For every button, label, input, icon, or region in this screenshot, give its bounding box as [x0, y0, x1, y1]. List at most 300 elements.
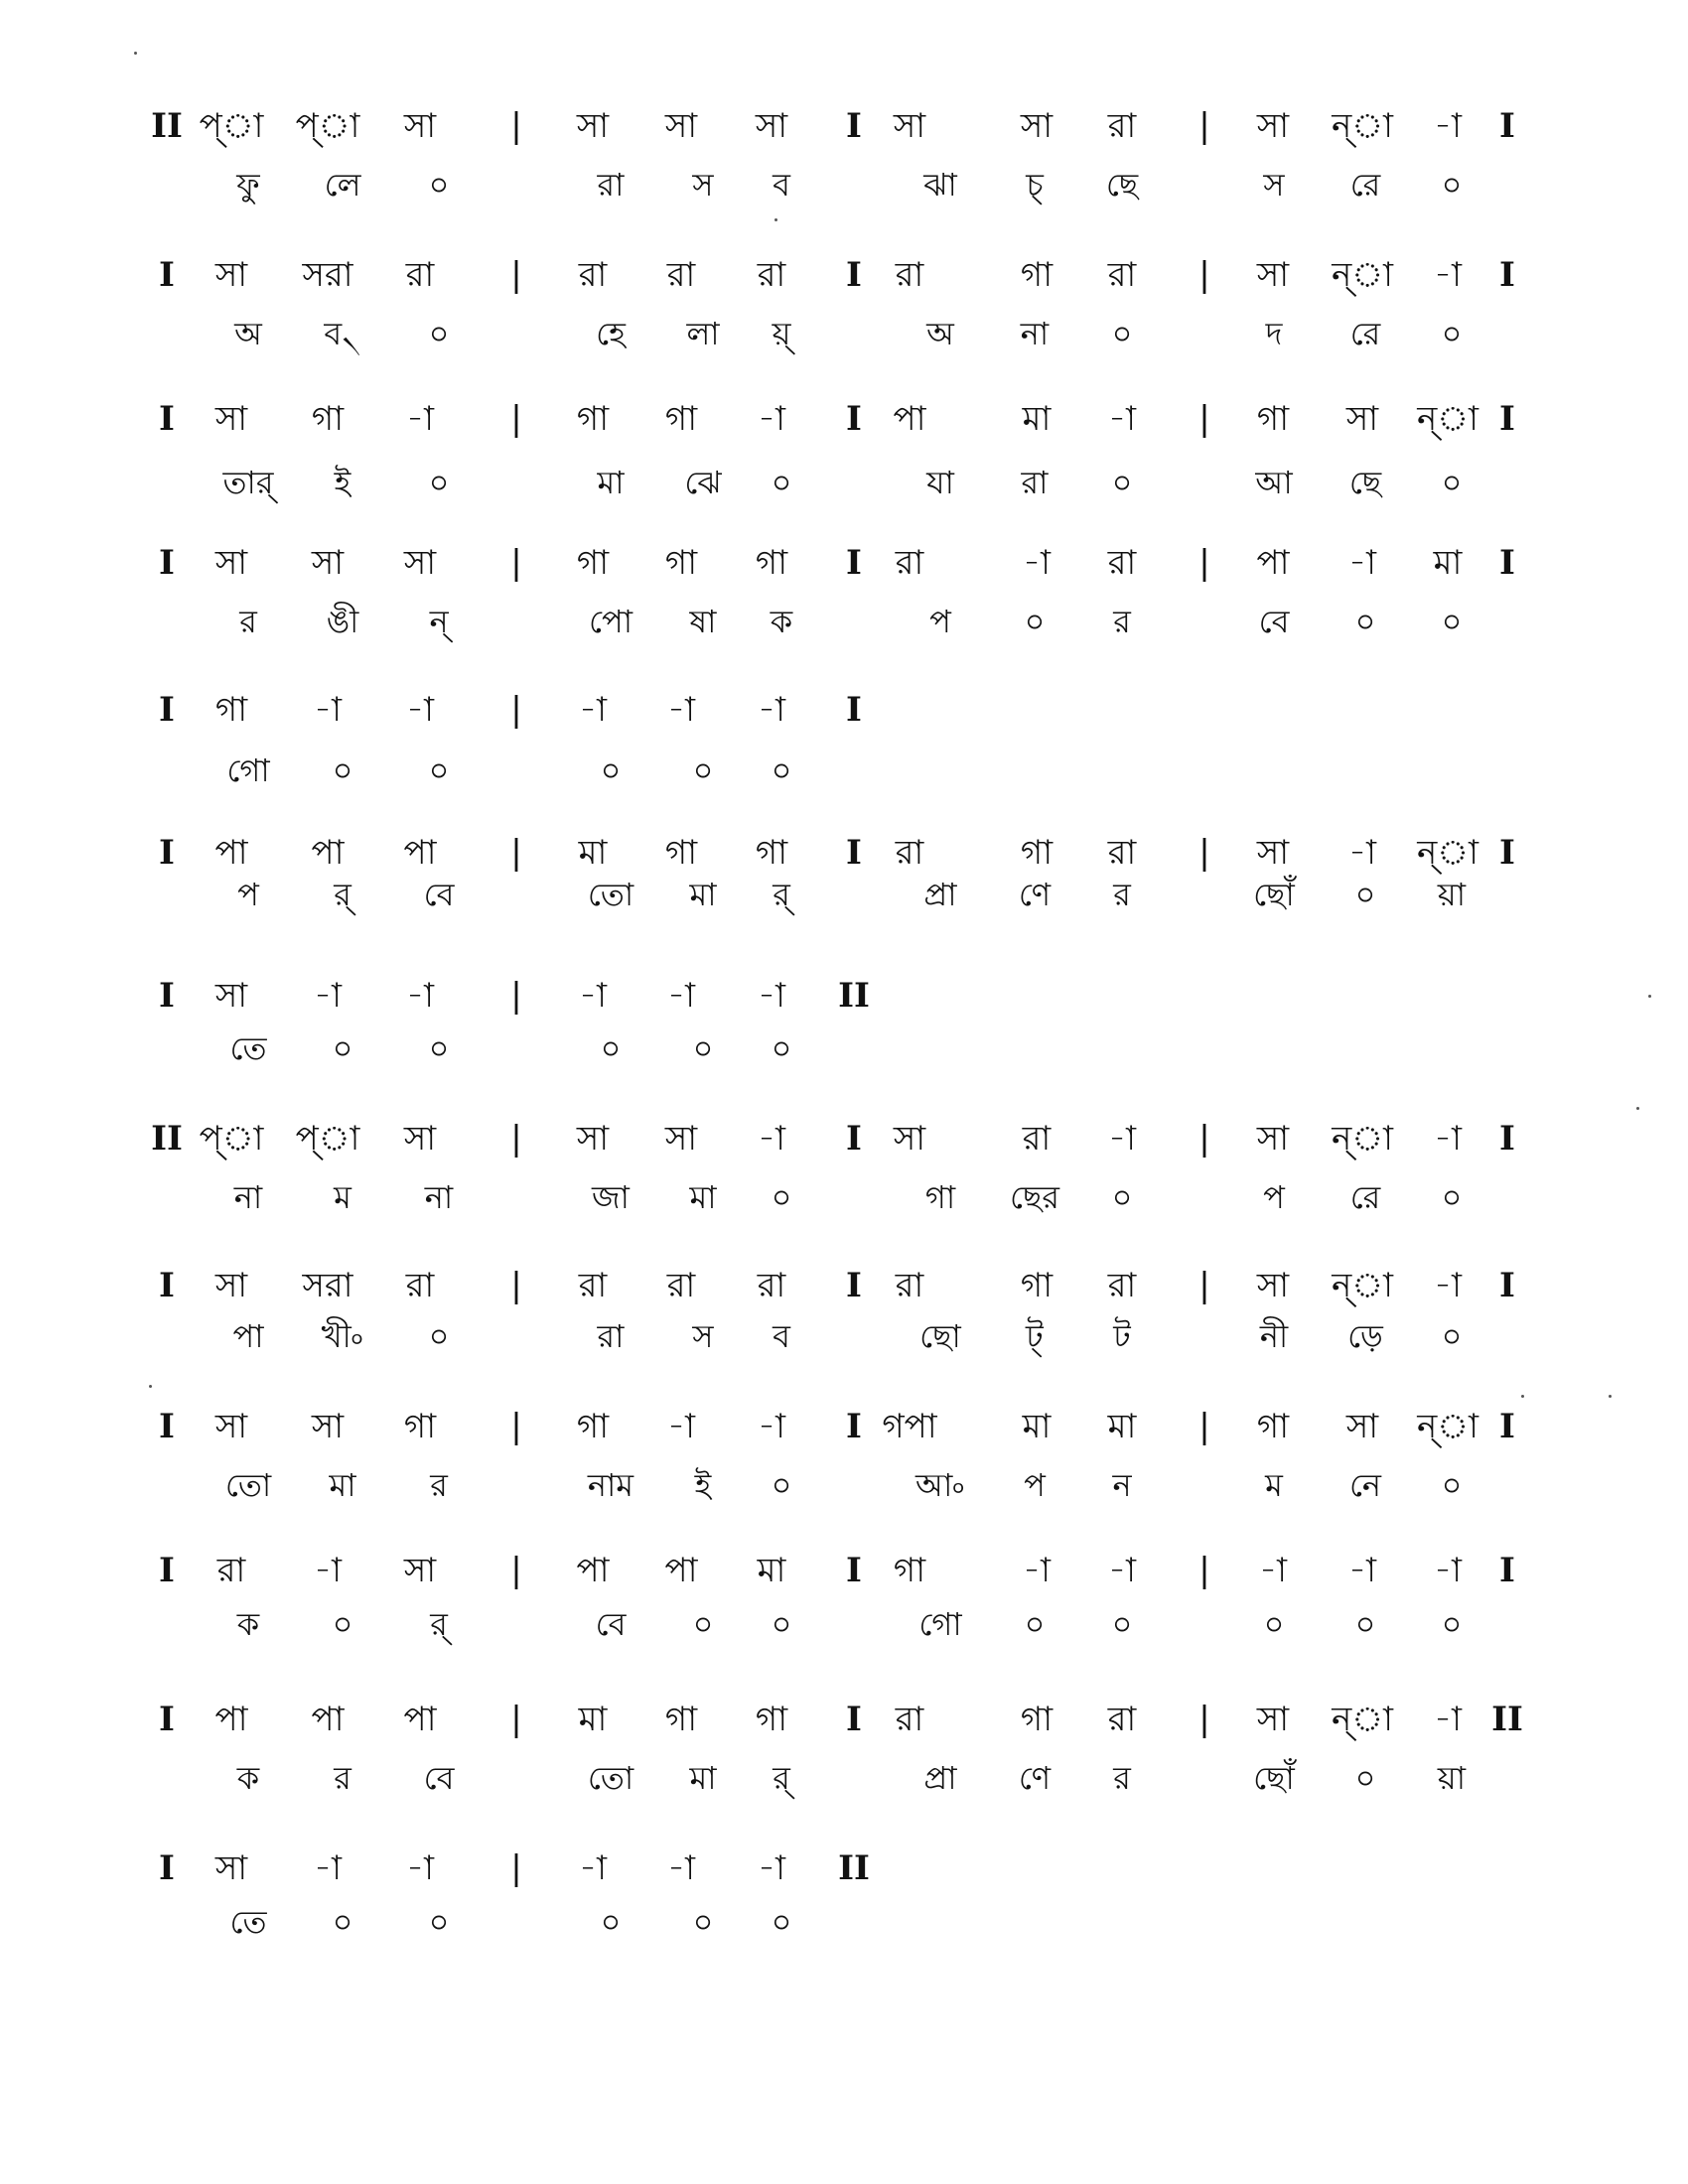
note: সা	[1256, 255, 1290, 295]
barline: I	[846, 543, 862, 583]
lyric-syllable: ০	[1354, 1605, 1376, 1643]
lyric-syllable: ০	[1441, 603, 1463, 640]
lyric-syllable: ব	[773, 166, 790, 204]
lyric-syllable: নে	[1348, 1466, 1382, 1504]
lyric-syllable: ০	[1024, 603, 1046, 640]
note: গা	[1256, 1407, 1290, 1446]
note: গা	[664, 399, 698, 439]
lyric-syllable: র্	[773, 876, 790, 913]
barline: I	[159, 976, 175, 1016]
note: -া	[406, 690, 434, 730]
lyric-syllable: ক	[770, 603, 793, 640]
lyric-syllable: র	[1113, 876, 1131, 913]
note: -া	[1259, 1551, 1287, 1590]
lyric-syllable: ০	[600, 1903, 622, 1941]
note: গা	[1256, 399, 1290, 439]
barline: I	[1499, 106, 1515, 146]
lyric-syllable: না	[424, 1178, 454, 1216]
note: সরা	[302, 255, 353, 295]
barline: I	[159, 1266, 175, 1305]
barline: I	[1499, 399, 1515, 439]
barline: I	[159, 1551, 175, 1590]
lyric-syllable: র্	[430, 1605, 448, 1643]
note: রা	[666, 1266, 696, 1305]
note: রা	[895, 1266, 924, 1305]
beat-divider: |	[510, 399, 522, 439]
lyric-syllable: র্	[773, 1759, 790, 1797]
note: রা	[1107, 1700, 1137, 1739]
barline: I	[159, 833, 175, 873]
note: -া	[314, 690, 342, 730]
note: প্া	[199, 106, 264, 146]
beat-divider: |	[510, 833, 522, 873]
lyric-syllable: ০	[428, 166, 450, 204]
note: সা	[311, 543, 345, 583]
note: -া	[1108, 1551, 1136, 1590]
barline: I	[1499, 1551, 1515, 1590]
note: মা	[757, 1551, 786, 1590]
lyric-syllable: য়্	[772, 315, 791, 352]
beat-divider: |	[510, 1407, 522, 1446]
lyric-syllable: ০	[1354, 603, 1376, 640]
barline: II	[838, 1848, 870, 1888]
note: ন্া	[1332, 1119, 1393, 1159]
beat-divider: |	[510, 255, 522, 295]
lyric-syllable: ক	[236, 1759, 260, 1797]
lyric-syllable: পা	[232, 1317, 264, 1355]
note: -া	[406, 976, 434, 1016]
lyric-syllable: ম	[1265, 1466, 1283, 1504]
scan-speck	[774, 218, 777, 221]
lyric-syllable: গা	[924, 1178, 956, 1216]
note: সা	[576, 1119, 610, 1159]
lyric-syllable: মা	[597, 464, 625, 501]
lyric-syllable: ট্	[1026, 1317, 1044, 1355]
note: গা	[1020, 1700, 1054, 1739]
lyric-syllable: বে	[423, 1759, 455, 1797]
note: সা	[403, 1551, 437, 1590]
barline: I	[159, 255, 175, 295]
note: গা	[576, 399, 610, 439]
lyric-syllable: র্	[334, 876, 352, 913]
lyric-syllable: তার্	[222, 464, 274, 501]
note: রা	[895, 255, 924, 295]
note: -া	[314, 1551, 342, 1590]
lyric-syllable: ০	[1441, 464, 1463, 501]
note: পা	[214, 1700, 248, 1739]
lyric-syllable: রা	[597, 166, 625, 204]
lyric-syllable: ০	[1024, 1605, 1046, 1643]
barline: I	[1499, 1407, 1515, 1446]
lyric-syllable: ট	[1113, 1317, 1131, 1355]
note: গা	[311, 399, 345, 439]
lyric-syllable: ছো	[919, 1317, 961, 1355]
note: ন্া	[1417, 399, 1478, 439]
lyric-syllable: লা	[686, 315, 720, 352]
lyric-syllable: তে	[229, 1903, 267, 1941]
scan-speck	[149, 1385, 152, 1388]
lyric-syllable: র	[430, 1466, 448, 1504]
lyric-syllable: ছোঁ	[1253, 1759, 1295, 1797]
lyric-syllable: স	[1263, 166, 1285, 204]
note: সা	[755, 106, 788, 146]
lyric-syllable: পো	[589, 603, 633, 640]
lyric-syllable: মা	[689, 876, 717, 913]
lyric-syllable: ০	[428, 315, 450, 352]
scan-speck	[134, 52, 137, 55]
note: রা	[1107, 106, 1137, 146]
lyric-syllable: ০	[1441, 315, 1463, 352]
lyric-syllable: ০	[1354, 876, 1376, 913]
note: -া	[758, 690, 785, 730]
note: -া	[314, 976, 342, 1016]
barline: I	[159, 1848, 175, 1888]
lyric-syllable: ০	[1441, 1605, 1463, 1643]
lyric-syllable: নাম	[587, 1466, 634, 1504]
note: সা	[1256, 1119, 1290, 1159]
lyric-syllable: নী	[1259, 1317, 1289, 1355]
note: ন্া	[1417, 833, 1478, 873]
barline: I	[159, 690, 175, 730]
barline: I	[159, 543, 175, 583]
lyric-syllable: বে	[423, 876, 455, 913]
beat-divider: |	[1198, 106, 1210, 146]
note: -া	[1434, 1551, 1462, 1590]
note: রা	[895, 1700, 924, 1739]
note: -া	[406, 399, 434, 439]
lyric-syllable: ব৲	[324, 315, 361, 352]
note: ন্া	[1332, 255, 1393, 295]
lyric-syllable: ০	[1441, 166, 1463, 204]
note: গা	[1020, 1266, 1054, 1305]
note: মা	[1022, 1407, 1052, 1446]
note: -া	[579, 690, 607, 730]
note: -া	[758, 1407, 785, 1446]
lyric-syllable: রে	[1349, 166, 1381, 204]
barline: I	[846, 1407, 862, 1446]
note: -া	[579, 976, 607, 1016]
note: সা	[214, 1407, 248, 1446]
barline: I	[846, 1119, 862, 1159]
note: পা	[664, 1551, 698, 1590]
note: -া	[1434, 1119, 1462, 1159]
lyric-syllable: ছোঁ	[1253, 876, 1295, 913]
note: পা	[403, 1700, 437, 1739]
scan-speck	[1636, 1107, 1639, 1110]
note: -া	[758, 1848, 785, 1888]
note: -া	[1434, 1266, 1462, 1305]
note: সা	[1256, 833, 1290, 873]
lyric-syllable: তো	[587, 876, 634, 913]
lyric-syllable: ০	[771, 464, 792, 501]
note: -া	[1348, 833, 1376, 873]
note: রা	[666, 255, 696, 295]
lyric-syllable: য়া	[1437, 876, 1467, 913]
lyric-syllable: ০	[1441, 1466, 1463, 1504]
lyric-syllable: বে	[595, 1605, 627, 1643]
lyric-syllable: ০	[332, 1029, 353, 1067]
note: সা	[893, 106, 926, 146]
lyric-syllable: য়া	[1437, 1759, 1467, 1797]
beat-divider: |	[1198, 1551, 1210, 1590]
lyric-syllable: জা	[592, 1178, 630, 1216]
lyric-syllable: ০	[1441, 1317, 1463, 1355]
barline: I	[846, 255, 862, 295]
lyric-syllable: ঙী	[326, 603, 359, 640]
note: পা	[403, 833, 437, 873]
note: -া	[758, 1119, 785, 1159]
lyric-syllable: গো	[226, 751, 270, 789]
note: গা	[1020, 255, 1054, 295]
note: -া	[667, 690, 695, 730]
note: রা	[578, 255, 608, 295]
lyric-syllable: ০	[600, 751, 622, 789]
lyric-syllable: ছে	[1105, 166, 1139, 204]
note: -া	[667, 1848, 695, 1888]
beat-divider: |	[1198, 543, 1210, 583]
note: -া	[667, 1407, 695, 1446]
lyric-syllable: তে	[229, 1029, 267, 1067]
scan-speck	[1521, 1395, 1524, 1398]
lyric-syllable: না	[1020, 315, 1050, 352]
lyric-syllable: প্রা	[923, 876, 957, 913]
lyric-syllable: ০	[1111, 464, 1133, 501]
lyric-syllable: ০	[428, 1029, 450, 1067]
lyric-syllable: ম	[334, 1178, 352, 1216]
note: গা	[893, 1551, 926, 1590]
barline: I	[1499, 255, 1515, 295]
lyric-syllable: ঝে	[684, 464, 722, 501]
scan-speck	[1648, 995, 1651, 998]
barline: I	[846, 1266, 862, 1305]
barline: I	[846, 690, 862, 730]
note: সা	[214, 399, 248, 439]
note: গা	[755, 1700, 788, 1739]
lyric-syllable: প	[1263, 1178, 1285, 1216]
note: রা	[1107, 255, 1137, 295]
note: রা	[1022, 1119, 1052, 1159]
note: -া	[406, 1848, 434, 1888]
note: সা	[1345, 399, 1379, 439]
note: প্া	[199, 1119, 264, 1159]
lyric-syllable: আ৹	[915, 1466, 965, 1504]
lyric-syllable: ব	[773, 1317, 790, 1355]
beat-divider: |	[1198, 1407, 1210, 1446]
note: মা	[1433, 543, 1463, 583]
beat-divider: |	[510, 976, 522, 1016]
lyric-syllable: মা	[689, 1178, 717, 1216]
note: সা	[1256, 106, 1290, 146]
note: ন্া	[1417, 1407, 1478, 1446]
lyric-syllable: ০	[771, 1178, 792, 1216]
lyric-syllable: ০	[1111, 1178, 1133, 1216]
lyric-syllable: র	[334, 1759, 352, 1797]
note: পা	[311, 1700, 345, 1739]
note: সা	[214, 976, 248, 1016]
note: গা	[664, 833, 698, 873]
note: -া	[1023, 1551, 1051, 1590]
note: -া	[667, 976, 695, 1016]
barline: I	[1499, 1266, 1515, 1305]
barline: I	[1499, 543, 1515, 583]
note: সা	[664, 1119, 698, 1159]
note: রা	[895, 833, 924, 873]
note: -া	[1434, 255, 1462, 295]
lyric-syllable: র	[239, 603, 257, 640]
lyric-syllable: ফু	[236, 166, 260, 204]
lyric-syllable: লে	[324, 166, 361, 204]
lyric-syllable: যা	[926, 464, 954, 501]
beat-divider: |	[1198, 399, 1210, 439]
note: সা	[214, 1266, 248, 1305]
note: সা	[1256, 1266, 1290, 1305]
beat-divider: |	[510, 1266, 522, 1305]
lyric-syllable: রা	[597, 1317, 625, 1355]
note: সা	[403, 1119, 437, 1159]
note: পা	[1256, 543, 1290, 583]
note: সা	[1020, 106, 1054, 146]
note: সা	[311, 1407, 345, 1446]
note: মা	[1022, 399, 1052, 439]
lyric-syllable: ০	[771, 1466, 792, 1504]
note: -া	[314, 1848, 342, 1888]
lyric-syllable: ০	[692, 1903, 714, 1941]
note: সা	[576, 106, 610, 146]
lyric-syllable: ০	[600, 1029, 622, 1067]
note: গা	[576, 543, 610, 583]
barline: II	[1491, 1700, 1523, 1739]
note: রা	[1107, 543, 1137, 583]
lyric-syllable: ই	[694, 1466, 712, 1504]
lyric-syllable: প	[1024, 1466, 1046, 1504]
note: গা	[214, 690, 248, 730]
note: -া	[1434, 106, 1462, 146]
note: রা	[578, 1266, 608, 1305]
barline: I	[846, 833, 862, 873]
lyric-syllable: বে	[1258, 603, 1290, 640]
note: সা	[214, 255, 248, 295]
note: গা	[1020, 833, 1054, 873]
lyric-syllable: রে	[1349, 1178, 1381, 1216]
lyric-syllable: খী৹	[321, 1317, 364, 1355]
barline: I	[846, 106, 862, 146]
note: মা	[578, 1700, 608, 1739]
lyric-syllable: রে	[1349, 315, 1381, 352]
lyric-syllable: ০	[1354, 1759, 1376, 1797]
lyric-syllable: ০	[1111, 1605, 1133, 1643]
note: মা	[1107, 1407, 1137, 1446]
beat-divider: |	[510, 690, 522, 730]
barline: I	[846, 399, 862, 439]
note: গা	[755, 543, 788, 583]
note: প্া	[295, 106, 360, 146]
note: গপা	[882, 1407, 937, 1446]
note: পা	[311, 833, 345, 873]
lyric-syllable: ০	[1263, 1605, 1285, 1643]
lyric-syllable: স	[692, 1317, 714, 1355]
lyric-syllable: ০	[428, 751, 450, 789]
note: -া	[1434, 1700, 1462, 1739]
lyric-syllable: আ	[1255, 464, 1293, 501]
lyric-syllable: ০	[771, 1029, 792, 1067]
note: সা	[403, 543, 437, 583]
lyric-syllable: ০	[771, 1903, 792, 1941]
note: -া	[1348, 543, 1376, 583]
note: ন্া	[1332, 1266, 1393, 1305]
barline: I	[846, 1700, 862, 1739]
note: -া	[1108, 399, 1136, 439]
note: ন্া	[1332, 1700, 1393, 1739]
barline: II	[151, 1119, 183, 1159]
lyric-syllable: প্রা	[923, 1759, 957, 1797]
note: রা	[1107, 833, 1137, 873]
beat-divider: |	[510, 543, 522, 583]
note: পা	[893, 399, 926, 439]
lyric-syllable: তো	[224, 1466, 272, 1504]
lyric-syllable: স	[692, 166, 714, 204]
lyric-syllable: ০	[332, 751, 353, 789]
lyric-syllable: দ	[1265, 315, 1283, 352]
note: সা	[403, 106, 437, 146]
lyric-syllable: ড়ে	[1347, 1317, 1383, 1355]
note: রা	[757, 1266, 786, 1305]
note: মা	[578, 833, 608, 873]
note: প্া	[295, 1119, 360, 1159]
lyric-syllable: চ্	[1026, 166, 1044, 204]
note: গা	[576, 1407, 610, 1446]
lyric-syllable: ০	[771, 751, 792, 789]
lyric-syllable: র	[1113, 1759, 1131, 1797]
note: সা	[1345, 1407, 1379, 1446]
note: সরা	[302, 1266, 353, 1305]
lyric-syllable: রা	[1021, 464, 1049, 501]
note: -া	[1348, 1551, 1376, 1590]
note: গা	[664, 543, 698, 583]
note: -া	[1023, 543, 1051, 583]
lyric-syllable: ০	[332, 1903, 353, 1941]
lyric-syllable: ছে	[1348, 464, 1382, 501]
beat-divider: |	[510, 1551, 522, 1590]
lyric-syllable: ক	[236, 1605, 260, 1643]
lyric-syllable: ০	[1111, 315, 1133, 352]
barline: I	[159, 1407, 175, 1446]
note: রা	[895, 543, 924, 583]
note: সা	[214, 543, 248, 583]
beat-divider: |	[510, 1700, 522, 1739]
note: -া	[758, 399, 785, 439]
note: রা	[757, 255, 786, 295]
note: গা	[403, 1407, 437, 1446]
lyric-syllable: মা	[329, 1466, 356, 1504]
beat-divider: |	[510, 106, 522, 146]
barline: II	[838, 976, 870, 1016]
lyric-syllable: ০	[428, 1903, 450, 1941]
beat-divider: |	[1198, 833, 1210, 873]
note: পা	[576, 1551, 610, 1590]
barline: I	[159, 399, 175, 439]
note: গা	[664, 1700, 698, 1739]
lyric-syllable: ই	[334, 464, 352, 501]
lyric-syllable: ০	[1441, 1178, 1463, 1216]
lyric-syllable: ষা	[689, 603, 717, 640]
barline: I	[1499, 1119, 1515, 1159]
lyric-syllable: প	[237, 876, 259, 913]
lyric-syllable: তো	[587, 1759, 634, 1797]
beat-divider: |	[1198, 1700, 1210, 1739]
note: -া	[758, 976, 785, 1016]
note: সা	[664, 106, 698, 146]
note: রা	[405, 255, 435, 295]
